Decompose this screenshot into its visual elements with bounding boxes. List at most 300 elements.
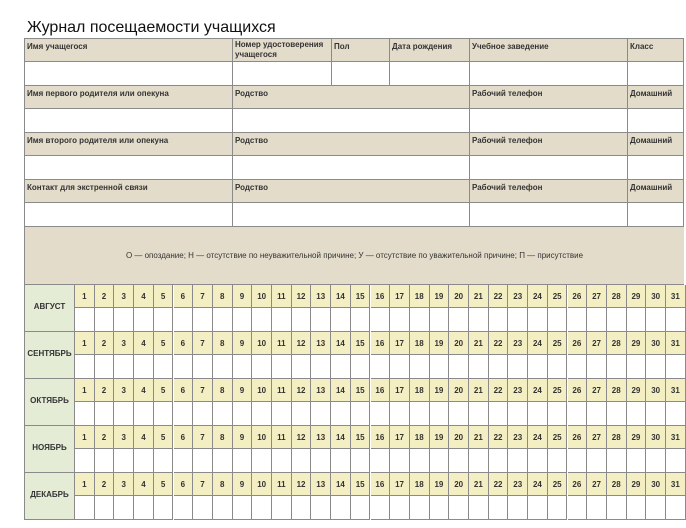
- day-number: 1: [75, 285, 95, 308]
- day-number: 13: [311, 332, 331, 355]
- attendance-cell[interactable]: [174, 449, 194, 473]
- parent1-relation-field[interactable]: [233, 109, 470, 133]
- attendance-cell[interactable]: [646, 402, 666, 426]
- month-name: ДЕКАБРЬ: [30, 490, 69, 499]
- day-number: 17: [390, 426, 410, 449]
- day-number: 12: [292, 473, 312, 496]
- attendance-cell[interactable]: [410, 402, 430, 426]
- day-number: 14: [331, 332, 351, 355]
- day-number: 1: [75, 426, 95, 449]
- parent1-name-field[interactable]: [24, 109, 233, 133]
- attendance-cell[interactable]: [430, 402, 450, 426]
- parent1-home-phone-field[interactable]: [628, 109, 684, 133]
- day-number: 24: [528, 285, 548, 308]
- gender-field[interactable]: [332, 62, 390, 86]
- attendance-cell[interactable]: [469, 402, 489, 426]
- attendance-cell[interactable]: [607, 402, 627, 426]
- day-number: 3: [114, 473, 134, 496]
- attendance-cell[interactable]: [233, 402, 253, 426]
- parent2-input-row: [24, 156, 684, 180]
- month-label-1: [24, 285, 75, 332]
- day-number: 26: [568, 332, 588, 355]
- attendance-cell[interactable]: [174, 308, 194, 332]
- day-number: 5: [154, 426, 174, 449]
- attendance-cell[interactable]: [548, 496, 568, 520]
- day-number: 7: [193, 285, 213, 308]
- attendance-cell[interactable]: [233, 355, 253, 379]
- birth-date-label: Дата рождения: [390, 38, 470, 62]
- attendance-cell[interactable]: [252, 496, 272, 520]
- day-number: 26: [568, 473, 588, 496]
- attendance-cell[interactable]: [469, 496, 489, 520]
- day-number: 10: [252, 379, 272, 402]
- attendance-cell[interactable]: [469, 449, 489, 473]
- attendance-cell[interactable]: [134, 449, 154, 473]
- day-number: 9: [233, 285, 253, 308]
- emergency-header-row: [24, 180, 684, 203]
- month-label-4: [24, 426, 75, 473]
- day-number: 13: [311, 379, 331, 402]
- attendance-cell[interactable]: [548, 402, 568, 426]
- attendance-cell[interactable]: [410, 449, 430, 473]
- attendance-cell[interactable]: [568, 402, 588, 426]
- attendance-cell[interactable]: [351, 449, 371, 473]
- attendance-cell[interactable]: [174, 355, 194, 379]
- day-number: 24: [528, 473, 548, 496]
- attendance-cell[interactable]: [213, 308, 233, 332]
- attendance-cell[interactable]: [75, 496, 95, 520]
- attendance-cell[interactable]: [587, 402, 607, 426]
- attendance-cell[interactable]: [371, 355, 391, 379]
- attendance-cell[interactable]: [252, 402, 272, 426]
- attendance-cell[interactable]: [666, 496, 686, 520]
- attendance-cell[interactable]: [331, 449, 351, 473]
- day-number: 14: [331, 426, 351, 449]
- emergency-work-phone-label: Рабочий телефон: [470, 180, 628, 203]
- day-number: 6: [174, 426, 194, 449]
- attendance-cell[interactable]: [233, 449, 253, 473]
- page-title: Журнал посещаемости учащихся: [27, 19, 276, 36]
- attendance-cell[interactable]: [233, 308, 253, 332]
- parent2-work-phone-field[interactable]: [470, 156, 628, 180]
- day-number: 27: [587, 285, 607, 308]
- attendance-cell[interactable]: [371, 402, 391, 426]
- parent2-name-label: Имя второго родителя или опекуна: [24, 133, 233, 156]
- attendance-cell[interactable]: [311, 355, 331, 379]
- attendance-cell[interactable]: [154, 308, 174, 332]
- day-number: 4: [134, 332, 154, 355]
- attendance-cell[interactable]: [508, 449, 528, 473]
- day-number: 13: [311, 285, 331, 308]
- attendance-cell[interactable]: [252, 308, 272, 332]
- day-number: 31: [666, 332, 686, 355]
- attendance-cell[interactable]: [607, 496, 627, 520]
- emergency-contact-label: Контакт для экстренной связи: [24, 180, 233, 203]
- attendance-cell[interactable]: [607, 449, 627, 473]
- attendance-cell[interactable]: [489, 496, 509, 520]
- attendance-cell[interactable]: [154, 355, 174, 379]
- day-number: 17: [390, 379, 410, 402]
- attendance-cell[interactable]: [174, 496, 194, 520]
- day-number: 20: [449, 285, 469, 308]
- attendance-cell[interactable]: [193, 449, 213, 473]
- day-number: 22: [489, 285, 509, 308]
- attendance-cell[interactable]: [430, 308, 450, 332]
- attendance-cell[interactable]: [449, 496, 469, 520]
- attendance-cell[interactable]: [449, 308, 469, 332]
- attendance-cell[interactable]: [154, 496, 174, 520]
- day-number: 8: [213, 332, 233, 355]
- grade-label: Класс: [628, 38, 684, 62]
- day-number: 23: [508, 379, 528, 402]
- gender-label: Пол: [332, 38, 390, 62]
- day-number: 17: [390, 473, 410, 496]
- day-number: 5: [154, 332, 174, 355]
- attendance-cell[interactable]: [351, 355, 371, 379]
- attendance-cell[interactable]: [193, 402, 213, 426]
- grade-field[interactable]: [628, 62, 684, 86]
- parent2-home-phone-label: Домашний: [628, 133, 684, 156]
- attendance-cell[interactable]: [410, 496, 430, 520]
- day-number: 11: [272, 332, 292, 355]
- attendance-cell[interactable]: [449, 355, 469, 379]
- day-number: 25: [548, 426, 568, 449]
- attendance-cell[interactable]: [607, 355, 627, 379]
- attendance-cell[interactable]: [390, 496, 410, 520]
- emergency-work-phone-field[interactable]: [470, 203, 628, 227]
- attendance-cell[interactable]: [528, 355, 548, 379]
- attendance-cell[interactable]: [114, 449, 134, 473]
- day-number: 9: [233, 426, 253, 449]
- attendance-cell[interactable]: [469, 355, 489, 379]
- parent2-name-field[interactable]: [24, 156, 233, 180]
- attendance-cell[interactable]: [587, 308, 607, 332]
- student-id-field[interactable]: [233, 62, 332, 86]
- day-number: 23: [508, 473, 528, 496]
- day-number: 10: [252, 332, 272, 355]
- attendance-cell[interactable]: [114, 496, 134, 520]
- attendance-cell[interactable]: [134, 308, 154, 332]
- parent2-relation-field[interactable]: [233, 156, 470, 180]
- day-number: 3: [114, 332, 134, 355]
- day-number: 9: [233, 332, 253, 355]
- attendance-cell[interactable]: [252, 449, 272, 473]
- attendance-cell[interactable]: [469, 308, 489, 332]
- attendance-cell[interactable]: [134, 496, 154, 520]
- attendance-cell[interactable]: [646, 449, 666, 473]
- attendance-cell[interactable]: [193, 355, 213, 379]
- month-name: НОЯБРЬ: [32, 443, 67, 452]
- parent1-work-phone-label: Рабочий телефон: [470, 86, 628, 109]
- attendance-cell[interactable]: [95, 449, 115, 473]
- attendance-cell[interactable]: [331, 355, 351, 379]
- day-number: 31: [666, 426, 686, 449]
- day-number: 30: [646, 285, 666, 308]
- day-number: 7: [193, 473, 213, 496]
- attendance-cell[interactable]: [666, 402, 686, 426]
- attendance-cell[interactable]: [430, 496, 450, 520]
- month-name: ОКТЯБРЬ: [30, 396, 69, 405]
- attendance-cell[interactable]: [311, 449, 331, 473]
- attendance-cell[interactable]: [331, 496, 351, 520]
- attendance-cell[interactable]: [430, 355, 450, 379]
- attendance-cell[interactable]: [646, 496, 666, 520]
- attendance-cell[interactable]: [666, 308, 686, 332]
- attendance-cell[interactable]: [114, 355, 134, 379]
- school-label: Учебное заведение: [470, 38, 628, 62]
- attendance-cell[interactable]: [193, 496, 213, 520]
- day-number: 25: [548, 379, 568, 402]
- day-number: 28: [607, 473, 627, 496]
- parent1-work-phone-field[interactable]: [470, 109, 628, 133]
- day-number: 18: [410, 426, 430, 449]
- attendance-cell[interactable]: [568, 308, 588, 332]
- attendance-cell[interactable]: [292, 449, 312, 473]
- attendance-cell[interactable]: [75, 449, 95, 473]
- attendance-cell[interactable]: [95, 355, 115, 379]
- day-number: 27: [587, 379, 607, 402]
- attendance-cell[interactable]: [174, 402, 194, 426]
- attendance-cell[interactable]: [95, 402, 115, 426]
- attendance-cell[interactable]: [587, 355, 607, 379]
- attendance-cell[interactable]: [489, 355, 509, 379]
- attendance-cell[interactable]: [627, 449, 647, 473]
- month-label-3: [24, 379, 75, 426]
- attendance-cell[interactable]: [351, 402, 371, 426]
- day-number: 26: [568, 285, 588, 308]
- day-number: 15: [351, 426, 371, 449]
- day-number: 12: [292, 332, 312, 355]
- student-id-label: Номер удостоверения учащегося: [233, 38, 332, 62]
- day-number: 5: [154, 473, 174, 496]
- attendance-cell[interactable]: [449, 449, 469, 473]
- attendance-cell[interactable]: [311, 308, 331, 332]
- attendance-cell[interactable]: [371, 449, 391, 473]
- attendance-cell[interactable]: [75, 355, 95, 379]
- day-number: 7: [193, 426, 213, 449]
- attendance-cell[interactable]: [508, 496, 528, 520]
- attendance-legend: О — опоздание; Н — отсутствие по неуважительной причине; У — отсутствие по уважительной причине; П — присутствие: [24, 227, 684, 285]
- day-number: 18: [410, 379, 430, 402]
- attendance-cell[interactable]: [489, 449, 509, 473]
- day-number: 11: [272, 379, 292, 402]
- emergency-relation-field[interactable]: [233, 203, 470, 227]
- attendance-cell[interactable]: [410, 355, 430, 379]
- attendance-cell[interactable]: [154, 402, 174, 426]
- attendance-cell[interactable]: [311, 496, 331, 520]
- attendance-cell[interactable]: [489, 402, 509, 426]
- day-number: 16: [371, 332, 391, 355]
- attendance-cell[interactable]: [233, 496, 253, 520]
- attendance-cell[interactable]: [272, 355, 292, 379]
- day-number: 21: [469, 332, 489, 355]
- attendance-cell[interactable]: [213, 402, 233, 426]
- attendance-cell[interactable]: [213, 496, 233, 520]
- attendance-cell[interactable]: [528, 449, 548, 473]
- attendance-cell[interactable]: [292, 308, 312, 332]
- day-number: 20: [449, 332, 469, 355]
- attendance-cell[interactable]: [627, 355, 647, 379]
- attendance-cell[interactable]: [508, 308, 528, 332]
- birth-date-field[interactable]: [390, 62, 470, 86]
- attendance-cell[interactable]: [410, 308, 430, 332]
- attendance-cell[interactable]: [371, 496, 391, 520]
- day-number: 17: [390, 332, 410, 355]
- day-number: 29: [627, 426, 647, 449]
- attendance-cell[interactable]: [390, 449, 410, 473]
- attendance-cell[interactable]: [430, 449, 450, 473]
- day-number: 19: [430, 285, 450, 308]
- attendance-cell[interactable]: [627, 496, 647, 520]
- attendance-cell[interactable]: [508, 355, 528, 379]
- attendance-cell[interactable]: [272, 496, 292, 520]
- parent1-relation-label: Родство: [233, 86, 470, 109]
- attendance-cell[interactable]: [75, 402, 95, 426]
- attendance-cell[interactable]: [193, 308, 213, 332]
- attendance-cell[interactable]: [252, 355, 272, 379]
- attendance-cell[interactable]: [95, 496, 115, 520]
- day-number: 10: [252, 473, 272, 496]
- attendance-cell[interactable]: [568, 449, 588, 473]
- day-number: 4: [134, 285, 154, 308]
- attendance-cell[interactable]: [390, 402, 410, 426]
- day-number: 20: [449, 473, 469, 496]
- day-number: 19: [430, 473, 450, 496]
- day-number: 4: [134, 473, 154, 496]
- day-number: 1: [75, 332, 95, 355]
- parent2-header-row: [24, 133, 684, 156]
- parent1-input-row: [24, 109, 684, 133]
- attendance-cell[interactable]: [114, 402, 134, 426]
- attendance-cell[interactable]: [213, 449, 233, 473]
- attendance-cell[interactable]: [331, 308, 351, 332]
- attendance-cell[interactable]: [272, 308, 292, 332]
- emergency-contact-field[interactable]: [24, 203, 233, 227]
- day-number: 1: [75, 379, 95, 402]
- attendance-cell[interactable]: [587, 449, 607, 473]
- day-number: 22: [489, 332, 509, 355]
- day-number: 31: [666, 285, 686, 308]
- attendance-cell[interactable]: [607, 308, 627, 332]
- attendance-cell[interactable]: [272, 402, 292, 426]
- day-number: 26: [568, 379, 588, 402]
- day-number: 15: [351, 473, 371, 496]
- day-number: 20: [449, 379, 469, 402]
- attendance-cell[interactable]: [449, 402, 469, 426]
- emergency-home-phone-label: Домашний: [628, 180, 684, 203]
- attendance-cell[interactable]: [568, 496, 588, 520]
- day-number: 21: [469, 379, 489, 402]
- attendance-cell[interactable]: [646, 308, 666, 332]
- day-number: 18: [410, 473, 430, 496]
- attendance-cell[interactable]: [508, 402, 528, 426]
- parent2-home-phone-field[interactable]: [628, 156, 684, 180]
- day-number: 11: [272, 285, 292, 308]
- attendance-cell[interactable]: [75, 308, 95, 332]
- day-number: 7: [193, 332, 213, 355]
- day-number: 21: [469, 426, 489, 449]
- day-number: 15: [351, 332, 371, 355]
- attendance-cell[interactable]: [390, 355, 410, 379]
- day-number: 30: [646, 473, 666, 496]
- attendance-cell[interactable]: [292, 355, 312, 379]
- attendance-cell[interactable]: [666, 355, 686, 379]
- attendance-cell[interactable]: [292, 402, 312, 426]
- day-number: 23: [508, 285, 528, 308]
- emergency-home-phone-field[interactable]: [628, 203, 684, 227]
- school-field[interactable]: [470, 62, 628, 86]
- day-number: 23: [508, 426, 528, 449]
- day-number: 9: [233, 379, 253, 402]
- day-number: 1: [75, 473, 95, 496]
- attendance-cell[interactable]: [627, 308, 647, 332]
- day-number: 10: [252, 285, 272, 308]
- attendance-cell[interactable]: [154, 449, 174, 473]
- attendance-cell[interactable]: [213, 355, 233, 379]
- day-number: 31: [666, 473, 686, 496]
- day-number: 12: [292, 426, 312, 449]
- day-number: 29: [627, 332, 647, 355]
- student-name-field[interactable]: [24, 62, 233, 86]
- attendance-cell[interactable]: [548, 355, 568, 379]
- month-label-2: [24, 332, 75, 379]
- attendance-cell[interactable]: [272, 449, 292, 473]
- attendance-cell[interactable]: [528, 402, 548, 426]
- day-number: 28: [607, 332, 627, 355]
- attendance-cell[interactable]: [587, 496, 607, 520]
- day-number: 24: [528, 332, 548, 355]
- day-number: 26: [568, 426, 588, 449]
- attendance-cell[interactable]: [528, 308, 548, 332]
- day-number: 24: [528, 426, 548, 449]
- day-number: 29: [627, 473, 647, 496]
- attendance-cell[interactable]: [292, 496, 312, 520]
- attendance-cell[interactable]: [627, 402, 647, 426]
- day-number: 28: [607, 379, 627, 402]
- day-number: 29: [627, 379, 647, 402]
- attendance-cell[interactable]: [666, 449, 686, 473]
- day-number: 16: [371, 473, 391, 496]
- attendance-cell[interactable]: [390, 308, 410, 332]
- day-number: 6: [174, 285, 194, 308]
- day-number: 22: [489, 473, 509, 496]
- attendance-cell[interactable]: [351, 496, 371, 520]
- attendance-cell[interactable]: [371, 308, 391, 332]
- day-number: 13: [311, 426, 331, 449]
- attendance-cell[interactable]: [528, 496, 548, 520]
- day-number: 15: [351, 379, 371, 402]
- attendance-cell[interactable]: [95, 308, 115, 332]
- attendance-cell[interactable]: [331, 402, 351, 426]
- day-number: 16: [371, 285, 391, 308]
- attendance-cell[interactable]: [568, 355, 588, 379]
- attendance-sheet: [24, 38, 679, 528]
- attendance-cell[interactable]: [489, 308, 509, 332]
- attendance-cell[interactable]: [646, 355, 666, 379]
- day-number: 14: [331, 379, 351, 402]
- attendance-cell[interactable]: [134, 355, 154, 379]
- day-number: 11: [272, 473, 292, 496]
- attendance-cell[interactable]: [311, 402, 331, 426]
- attendance-cell[interactable]: [114, 308, 134, 332]
- attendance-cell[interactable]: [548, 449, 568, 473]
- day-number: 8: [213, 473, 233, 496]
- day-number: 27: [587, 473, 607, 496]
- day-number: 5: [154, 379, 174, 402]
- attendance-cell[interactable]: [351, 308, 371, 332]
- attendance-cell[interactable]: [134, 402, 154, 426]
- attendance-cell[interactable]: [548, 308, 568, 332]
